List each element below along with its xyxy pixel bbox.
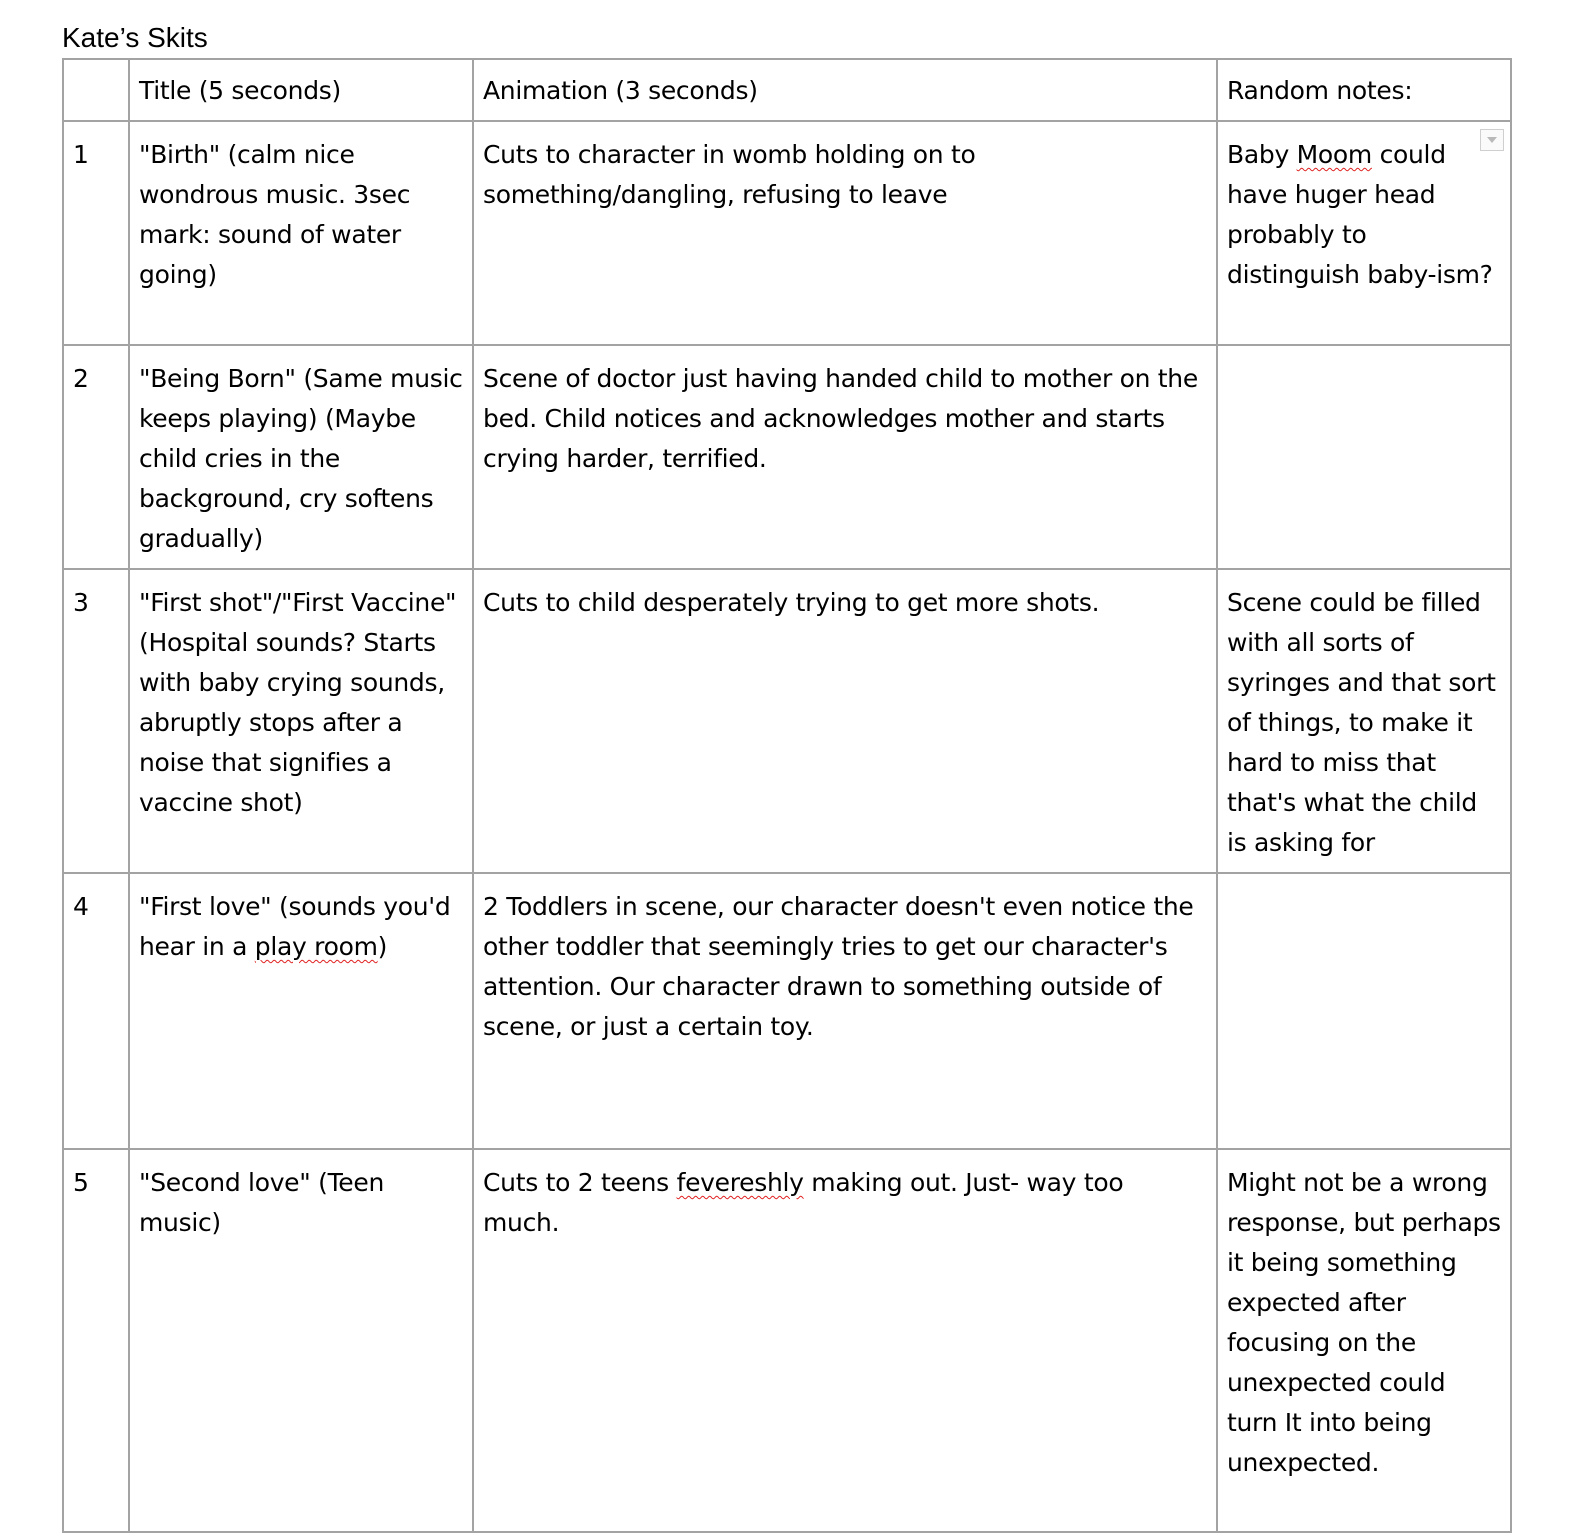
row-number-cell[interactable]: 2	[63, 345, 129, 569]
title-cell[interactable]: "Birth" (calm nice wondrous music. 3sec mark: sound of water going)	[129, 121, 473, 345]
table-row	[63, 569, 1511, 873]
title-cell[interactable]: "Being Born" (Same music keeps playing) (Maybe child cries in the background, cry softens gradually)	[129, 345, 473, 569]
notes-cell[interactable]	[1217, 873, 1511, 1149]
notes-text: Baby	[1227, 140, 1297, 169]
row-number-cell[interactable]: 4	[63, 873, 129, 1149]
notes-cell[interactable]: Might not be a wrong response, but perhaps it being something expected after focusing on the unexpected could turn It into being unexpected.	[1217, 1149, 1511, 1532]
table-row	[63, 873, 1511, 1149]
row-number-cell[interactable]: 5	[63, 1149, 129, 1532]
row-number-cell[interactable]: 1	[63, 121, 129, 345]
animation-cell[interactable]: Cuts to character in womb holding on to something/dangling, refusing to leave	[473, 121, 1217, 345]
title-text: "First love" (sounds you'd hear in a	[139, 892, 451, 961]
animation-cell[interactable]: 2 Toddlers in scene, our character doesn't even notice the other toddler that seemingly tries to get our character's attention. Our character drawn to something outside of scene, or just a certain toy.	[473, 873, 1217, 1149]
title-text: )	[377, 932, 388, 961]
document-title: Kate’s Skits	[62, 22, 208, 53]
animation-text: making out. Just- way too much.	[483, 1168, 1124, 1237]
animation-cell[interactable]	[473, 1149, 1217, 1532]
header-cell-animation[interactable]: Animation (3 seconds)	[473, 59, 1217, 121]
misspelled-word[interactable]: play room	[254, 932, 378, 961]
row-number-cell[interactable]: 3	[63, 569, 129, 873]
animation-cell[interactable]: Scene of doctor just having handed child to mother on the bed. Child notices and acknowledges mother and starts crying harder, terrified.	[473, 345, 1217, 569]
title-cell[interactable]: "Second love" (Teen music)	[129, 1149, 473, 1532]
notes-cell[interactable]	[1217, 345, 1511, 569]
header-cell-notes[interactable]: Random notes:	[1217, 59, 1511, 121]
table-header-row	[63, 59, 1511, 121]
dropdown-arrow-icon[interactable]	[1480, 129, 1504, 151]
notes-cell[interactable]	[1217, 121, 1511, 345]
title-cell[interactable]	[129, 873, 473, 1149]
table-row	[63, 1149, 1511, 1532]
misspelled-word[interactable]: fevereshly	[676, 1168, 804, 1197]
header-cell-number[interactable]	[63, 59, 129, 121]
header-cell-title[interactable]: Title (5 seconds)	[129, 59, 473, 121]
skits-table	[62, 58, 1512, 1533]
table-row	[63, 345, 1511, 569]
title-cell[interactable]: "First shot"/"First Vaccine" (Hospital sounds? Starts with baby crying sounds, abruptly stops after a noise that signifies a vaccine shot)	[129, 569, 473, 873]
animation-text: Cuts to 2 teens	[483, 1168, 677, 1197]
animation-cell[interactable]: Cuts to child desperately trying to get more shots.	[473, 569, 1217, 873]
table-row	[63, 121, 1511, 345]
notes-text: could have huger head probably to distinguish baby-ism?	[1227, 140, 1493, 289]
notes-cell[interactable]: Scene could be filled with all sorts of syringes and that sort of things, to make it hard to miss that that's what the child is asking for	[1217, 569, 1511, 873]
misspelled-word[interactable]: Moom	[1296, 140, 1372, 169]
